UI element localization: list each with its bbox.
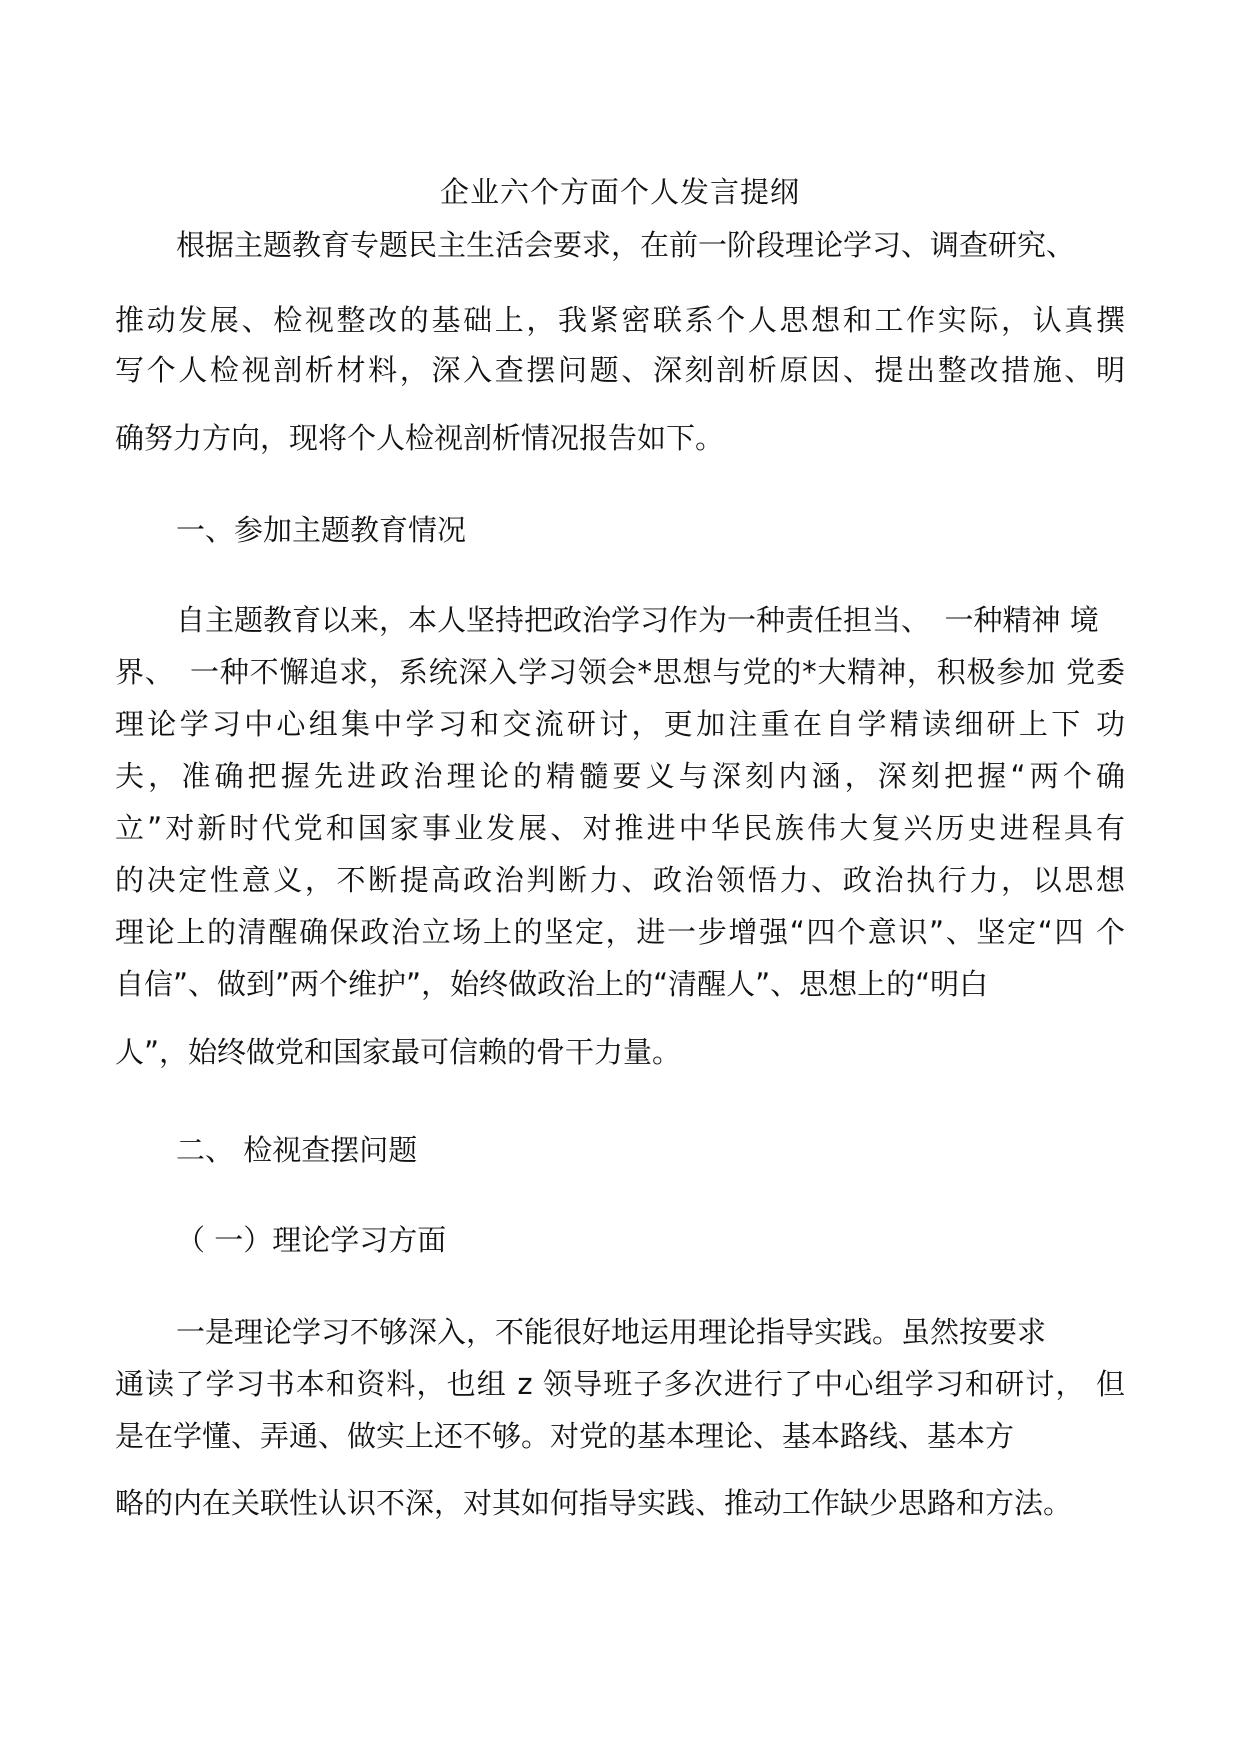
section-1-line-2: 界、 一种不懈追求，系统深入学习领会*思想与党的*大精神，积极参加 党委 [115,655,1125,689]
section-2-heading: 二、 检视查摆问题 [176,1133,418,1167]
section-1-line-4: 夫，准确把握先进政治理论的精髓要义与深刻内涵，深刻把握“两个确 [115,759,1125,793]
section-2-line-3: 是在学懂、弄通、做实上还不够。对党的基本理论、基本路线、基本方 [115,1419,1015,1453]
section-2-subheading: （ 一）理论学习方面 [176,1223,447,1257]
intro-line-1: 根据主题教育专题民主生活会要求，在前一阶段理论学习、调查研究、 [176,228,1076,262]
section-1-line-9: 人”，始终做党和国家最可信赖的骨干力量。 [115,1035,682,1069]
section-1-line-6: 的决定性意义，不断提高政治判断力、政治领悟力、政治执行力，以思想 [115,863,1125,897]
document-title: 企业六个方面个人发言提纲 [439,175,800,209]
intro-line-4: 确努力方向，现将个人检视剖析情况报告如下。 [115,421,725,455]
section-1-line-3: 理论学习中心组集中学习和交流研讨，更加注重在自学精读细研上下 功 [115,707,1125,741]
section-1-line-5: 立”对新时代党和国家事业发展、对推进中华民族伟大复兴历史进程具有 [115,811,1125,845]
section-1-line-7: 理论上的清醒确保政治立场上的坚定，进一步增强“四个意识”、坚定“四 个 [115,915,1125,949]
section-2-line-1: 一是理论学习不够深入，不能很好地运用理论指导实践。虽然按要求 [176,1315,1047,1349]
section-1-line-8: 自信”、做到”两个维护”，始终做政治上的“清醒人”、思想上的“明白 [115,967,989,1001]
section-1-line-1: 自主题教育以来，本人坚持把政治学习作为一种责任担当、 一种精神 境 [176,603,1099,637]
section-2-line-2: 通读了学习书本和资料，也组 z 领导班子多次进行了中心组学习和研讨， 但 [115,1367,1125,1401]
section-1-heading: 一、参加主题教育情况 [176,513,467,547]
section-2-line-4: 略的内在关联性认识不深，对其如何指导实践、推动工作缺少思路和方法。 [115,1486,1073,1520]
intro-line-2: 推动发展、检视整改的基础上，我紧密联系个人思想和工作实际，认真撰 [115,303,1125,337]
intro-line-3: 写个人检视剖析材料，深入查摆问题、深刻剖析原因、提出整改措施、明 [115,353,1125,387]
